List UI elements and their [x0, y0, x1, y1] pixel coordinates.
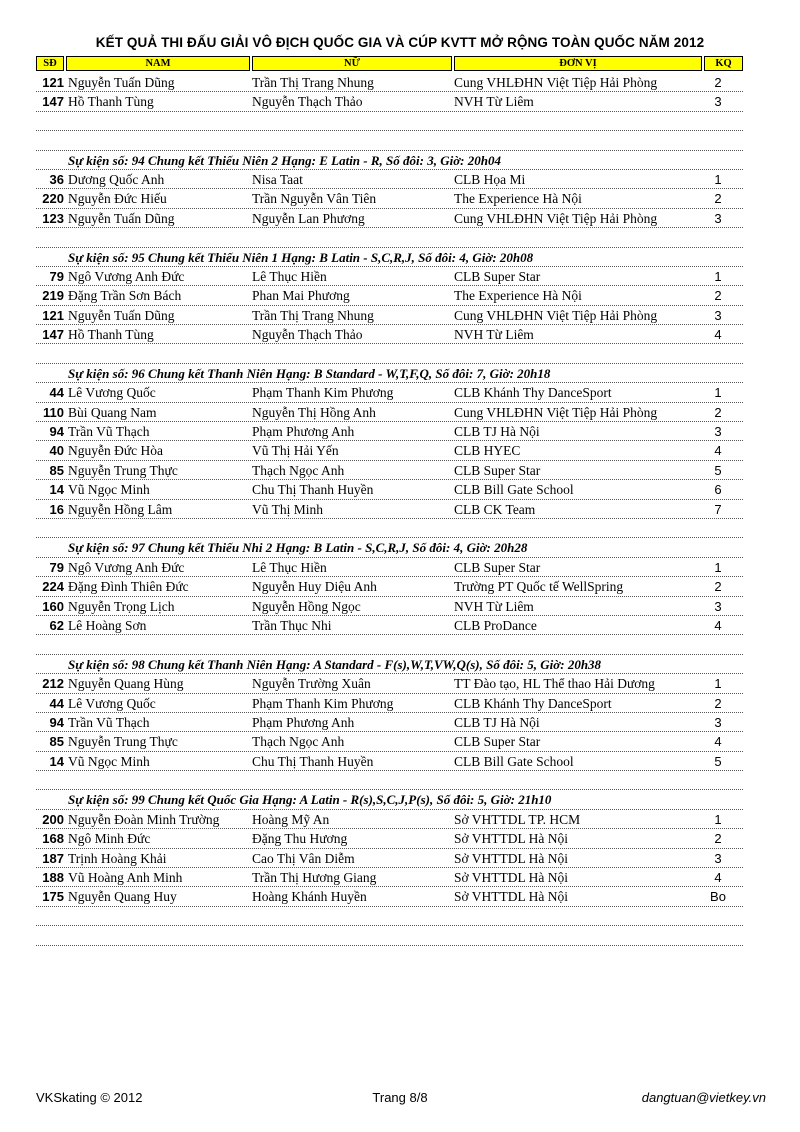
event-heading-row	[36, 248, 743, 267]
table-row	[36, 73, 743, 92]
starting-number: 147	[42, 94, 64, 110]
male-dancer: Hồ Thanh Tùng	[68, 327, 154, 343]
starting-number: 175	[42, 889, 64, 905]
blank-row	[36, 635, 743, 654]
male-dancer: Nguyễn Đức Hiếu	[68, 191, 167, 207]
blank-row	[36, 131, 743, 150]
table-row	[36, 422, 743, 441]
table-row	[36, 325, 743, 344]
starting-number: 160	[42, 598, 64, 614]
male-dancer: Nguyễn Đoàn Minh Trường	[68, 811, 220, 827]
table-row	[36, 868, 743, 887]
header-nu: NỮ	[252, 56, 452, 71]
female-dancer: Vũ Thị Hải Yến	[252, 443, 339, 459]
starting-number: 94	[49, 424, 64, 440]
result-rank: 3	[714, 424, 722, 440]
starting-number: 79	[49, 559, 64, 575]
event-heading: Sự kiện số: 95 Chung kết Thiếu Niên 1 Hạng: B Latin - S,C,R,J, Số đôi: 4, Giờ: 20h08	[68, 249, 534, 265]
male-dancer: Lê Vương Quốc	[68, 385, 156, 401]
male-dancer: Ngô Minh Đức	[68, 831, 151, 847]
event-heading: Sự kiện số: 99 Chung kết Quốc Gia Hạng: A Latin - R(s),S,C,J,P(s), Số đôi: 5, Giờ: 21h10	[68, 792, 552, 808]
female-dancer: Vũ Thị Minh	[252, 501, 324, 517]
club-unit: Sở VHTTDL Hà Nội	[454, 850, 569, 866]
female-dancer: Trần Thục Nhi	[252, 617, 332, 633]
female-dancer: Thạch Ngọc Anh	[252, 462, 345, 478]
male-dancer: Nguyễn Quang Hùng	[68, 676, 184, 692]
female-dancer: Lê Thục Hiền	[252, 559, 327, 575]
female-dancer: Chu Thị Thanh Huyền	[252, 753, 374, 769]
starting-number: 121	[42, 307, 64, 323]
female-dancer: Trần Thị Hương Giang	[252, 870, 377, 886]
club-unit: Cung VHLĐHN Việt Tiệp Hải Phòng	[454, 75, 658, 90]
result-rank: 1	[714, 268, 722, 284]
blank-row	[36, 926, 743, 945]
male-dancer: Ngô Vương Anh Đức	[68, 559, 185, 575]
result-rank: 2	[714, 75, 722, 90]
female-dancer: Cao Thị Vân Diễm	[252, 850, 355, 866]
starting-number: 14	[49, 753, 64, 769]
female-dancer: Nguyễn Hồng Ngọc	[252, 598, 361, 614]
blank-row	[36, 228, 743, 247]
result-rank: 1	[714, 559, 722, 575]
result-rank: 3	[714, 94, 722, 110]
header-kq: KQ	[704, 56, 743, 71]
event-heading: Sự kiện số: 98 Chung kết Thanh Niên Hạng: A Standard - F(s),W,T,VW,Q(s), Số đôi: 5, Giờ: 20h38	[68, 656, 602, 672]
table-row	[36, 558, 743, 577]
starting-number: 224	[42, 579, 64, 595]
female-dancer: Phan Mai Phương	[252, 288, 350, 304]
table-row	[36, 887, 743, 906]
table-row	[36, 189, 743, 208]
female-dancer: Nisa Taat	[252, 171, 303, 187]
table-row	[36, 403, 743, 422]
starting-number: 62	[49, 617, 64, 633]
starting-number: 85	[49, 462, 64, 478]
starting-number: 200	[42, 811, 64, 827]
header-sd: SĐ	[36, 56, 64, 71]
table-row	[36, 752, 743, 771]
table-row	[36, 694, 743, 713]
female-dancer: Nguyễn Trường Xuân	[252, 676, 371, 692]
male-dancer: Dương Quốc Anh	[68, 171, 165, 187]
starting-number: 44	[49, 695, 64, 711]
event-heading-row	[36, 790, 743, 809]
male-dancer: Lê Hoàng Sơn	[68, 617, 147, 633]
result-rank: 7	[714, 501, 722, 517]
female-dancer: Trần Thị Trang Nhung	[252, 75, 374, 90]
starting-number: 168	[42, 831, 64, 847]
result-rank: 4	[714, 734, 722, 750]
starting-number: 212	[42, 676, 64, 692]
table-row	[36, 461, 743, 480]
table-row	[36, 441, 743, 460]
club-unit: Cung VHLĐHN Việt Tiệp Hải Phòng	[454, 404, 658, 420]
club-unit: CLB ProDance	[454, 617, 537, 633]
male-dancer: Vũ Ngọc Minh	[68, 753, 150, 769]
result-rank: 2	[714, 831, 722, 847]
female-dancer: Nguyễn Huy Diệu Anh	[252, 579, 377, 595]
starting-number: 40	[49, 443, 64, 459]
starting-number: 147	[42, 327, 64, 343]
result-rank: 5	[714, 462, 722, 478]
club-unit: CLB Họa Mi	[454, 171, 526, 187]
male-dancer: Ngô Vương Anh Đức	[68, 268, 185, 284]
female-dancer: Phạm Phương Anh	[252, 714, 355, 730]
result-rank: 3	[714, 714, 722, 730]
starting-number: 79	[49, 268, 64, 284]
starting-number: 94	[49, 714, 64, 730]
female-dancer: Chu Thị Thanh Huyền	[252, 482, 374, 498]
result-rank: 3	[714, 307, 722, 323]
male-dancer: Đặng Đình Thiên Đức	[68, 579, 189, 595]
starting-number: 16	[49, 501, 64, 517]
male-dancer: Nguyễn Trọng Lịch	[68, 598, 175, 614]
result-rank: 4	[714, 617, 722, 633]
female-dancer: Nguyễn Lan Phương	[252, 210, 365, 226]
starting-number: 123	[42, 210, 64, 226]
table-row	[36, 500, 743, 519]
club-unit: CLB TJ Hà Nội	[454, 714, 540, 730]
table-row	[36, 383, 743, 402]
footer-copyright: VKSkating © 2012	[36, 1090, 143, 1105]
female-dancer: Thạch Ngọc Anh	[252, 734, 345, 750]
table-row	[36, 810, 743, 829]
male-dancer: Nguyễn Hồng Lâm	[68, 501, 173, 517]
table-row	[36, 597, 743, 616]
club-unit: Trường PT Quốc tế WellSpring	[454, 579, 624, 595]
club-unit: CLB Bill Gate School	[454, 482, 574, 498]
male-dancer: Trần Vũ Thạch	[68, 714, 150, 730]
male-dancer: Vũ Hoàng Anh Minh	[68, 870, 183, 886]
male-dancer: Lê Vương Quốc	[68, 695, 156, 711]
event-heading: Sự kiện số: 94 Chung kết Thiếu Niên 2 Hạng: E Latin - R, Số đôi: 3, Giờ: 20h04	[68, 152, 501, 168]
club-unit: CLB Khánh Thy DanceSport	[454, 695, 612, 711]
club-unit: NVH Từ Liêm	[454, 327, 534, 343]
club-unit: The Experience Hà Nội	[454, 288, 582, 304]
blank-row	[36, 344, 743, 363]
male-dancer: Nguyễn Đức Hòa	[68, 443, 164, 459]
footer-page-number: Trang 8/8	[372, 1090, 428, 1105]
club-unit: CLB TJ Hà Nội	[454, 424, 540, 440]
male-dancer: Nguyễn Trung Thực	[68, 734, 178, 750]
starting-number: 121	[42, 75, 64, 90]
club-unit: CLB Bill Gate School	[454, 753, 574, 769]
result-rank: Bo	[710, 889, 726, 905]
male-dancer: Trần Vũ Thạch	[68, 424, 150, 440]
female-dancer: Nguyễn Thạch Thảo	[252, 94, 363, 110]
result-rank: 3	[714, 850, 722, 866]
table-row	[36, 577, 743, 596]
table-row	[36, 170, 743, 189]
table-row	[36, 209, 743, 228]
table-row	[36, 849, 743, 868]
female-dancer: Hoàng Khánh Huyền	[252, 889, 367, 905]
result-rank: 5	[714, 753, 722, 769]
starting-number: 44	[49, 385, 64, 401]
male-dancer: Vũ Ngọc Minh	[68, 482, 150, 498]
blank-row	[36, 771, 743, 790]
table-row	[36, 732, 743, 751]
header-nam: NAM	[66, 56, 250, 71]
result-rank: 3	[714, 210, 722, 226]
club-unit: CLB Super Star	[454, 462, 541, 478]
club-unit: Sở VHTTDL Hà Nội	[454, 831, 569, 847]
result-rank: 2	[714, 579, 722, 595]
female-dancer: Nguyễn Thạch Thảo	[252, 327, 363, 343]
event-heading-row	[36, 151, 743, 170]
female-dancer: Phạm Thanh Kim Phương	[252, 695, 394, 711]
event-heading: Sự kiện số: 97 Chung kết Thiếu Nhi 2 Hạng: B Latin - S,C,R,J, Số đôi: 4, Giờ: 20h28	[68, 540, 528, 556]
starting-number: 85	[49, 734, 64, 750]
result-rank: 2	[714, 288, 722, 304]
header-donvi: ĐƠN VỊ	[454, 56, 702, 71]
male-dancer: Trịnh Hoàng Khải	[68, 850, 167, 866]
result-rank: 3	[714, 598, 722, 614]
result-rank: 1	[714, 811, 722, 827]
female-dancer: Trần Thị Trang Nhung	[252, 307, 374, 323]
female-dancer: Lê Thục Hiền	[252, 268, 327, 284]
result-rank: 4	[714, 870, 722, 886]
table-row	[36, 674, 743, 693]
starting-number: 110	[43, 404, 64, 420]
event-heading-row	[36, 538, 743, 557]
female-dancer: Hoàng Mỹ An	[252, 811, 330, 827]
club-unit: CLB Khánh Thy DanceSport	[454, 385, 612, 401]
event-heading-row	[36, 655, 743, 674]
result-rank: 4	[714, 327, 722, 343]
starting-number: 220	[42, 191, 64, 207]
female-dancer: Phạm Thanh Kim Phương	[252, 385, 394, 401]
starting-number: 188	[42, 870, 64, 886]
table-row	[36, 829, 743, 848]
club-unit: Cung VHLĐHN Việt Tiệp Hải Phòng	[454, 210, 658, 226]
result-rank: 4	[714, 443, 722, 459]
club-unit: CLB Super Star	[454, 559, 541, 575]
male-dancer: Hồ Thanh Tùng	[68, 94, 154, 110]
table-header	[36, 56, 743, 72]
footer-email: dangtuan@vietkey.vn	[641, 1090, 766, 1105]
results-table	[36, 73, 743, 946]
female-dancer: Đặng Thu Hương	[252, 831, 348, 847]
starting-number: 187	[42, 850, 64, 866]
club-unit: Sở VHTTDL Hà Nội	[454, 870, 569, 886]
club-unit: Cung VHLĐHN Việt Tiệp Hải Phòng	[454, 307, 658, 323]
club-unit: CLB CK Team	[454, 501, 536, 517]
starting-number: 219	[42, 288, 64, 304]
page-title: KẾT QUẢ THI ĐẤU GIẢI VÔ ĐỊCH QUỐC GIA VÀ CÚP KVTT MỞ RỘNG TOÀN QUỐC NĂM 2012	[95, 35, 705, 50]
club-unit: The Experience Hà Nội	[454, 191, 582, 207]
event-heading-row	[36, 364, 743, 383]
result-rank: 2	[714, 695, 722, 711]
female-dancer: Trần Nguyễn Vân Tiên	[252, 191, 377, 207]
club-unit: NVH Từ Liêm	[454, 94, 534, 110]
blank-row	[36, 112, 743, 131]
male-dancer: Nguyễn Tuấn Dũng	[68, 210, 175, 226]
female-dancer: Nguyễn Thị Hồng Anh	[252, 404, 376, 420]
club-unit: CLB Super Star	[454, 734, 541, 750]
male-dancer: Bùi Quang Nam	[68, 404, 157, 420]
result-rank: 6	[714, 482, 722, 498]
female-dancer: Phạm Phương Anh	[252, 424, 355, 440]
blank-row	[36, 907, 743, 926]
starting-number: 36	[49, 171, 64, 187]
table-row	[36, 616, 743, 635]
club-unit: Sở VHTTDL TP. HCM	[454, 811, 581, 827]
starting-number: 14	[49, 482, 64, 498]
male-dancer: Nguyễn Quang Huy	[68, 889, 177, 905]
club-unit: Sở VHTTDL Hà Nội	[454, 889, 569, 905]
table-row	[36, 267, 743, 286]
blank-row	[36, 519, 743, 538]
result-rank: 1	[714, 171, 722, 187]
table-row	[36, 713, 743, 732]
club-unit: CLB HYEC	[454, 443, 521, 459]
male-dancer: Nguyễn Tuấn Dũng	[68, 75, 175, 90]
result-rank: 1	[714, 676, 722, 692]
club-unit: CLB Super Star	[454, 268, 541, 284]
result-rank: 2	[714, 191, 722, 207]
table-row	[36, 306, 743, 325]
result-rank: 2	[714, 404, 722, 420]
event-heading: Sự kiện số: 96 Chung kết Thanh Niên Hạng: B Standard - W,T,F,Q, Số đôi: 7, Giờ: 20h18	[68, 365, 551, 381]
table-row	[36, 480, 743, 499]
male-dancer: Đặng Trần Sơn Bách	[68, 288, 182, 304]
male-dancer: Nguyễn Trung Thực	[68, 462, 178, 478]
male-dancer: Nguyễn Tuấn Dũng	[68, 307, 175, 323]
club-unit: NVH Từ Liêm	[454, 598, 534, 614]
result-rank: 1	[714, 385, 722, 401]
club-unit: TT Đào tạo, HL Thể thao Hải Dương	[454, 676, 655, 692]
table-row	[36, 286, 743, 305]
table-row	[36, 92, 743, 111]
